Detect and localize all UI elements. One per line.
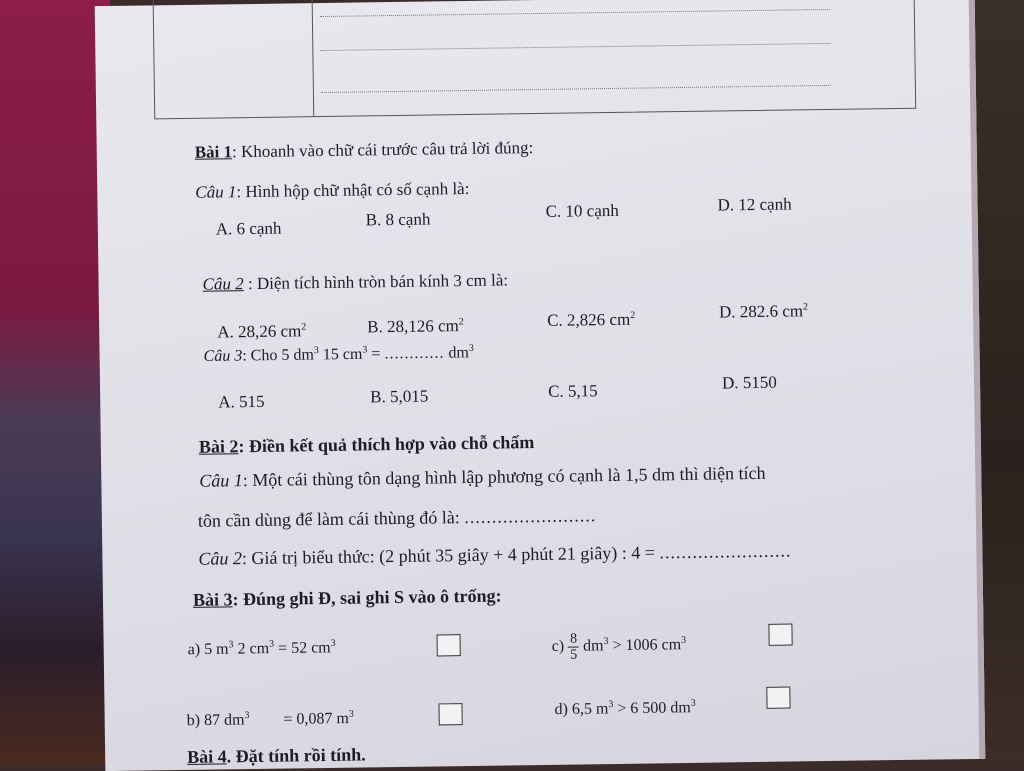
bai1-cau3-option-a[interactable]: A. 515 bbox=[218, 391, 265, 412]
bai1-cau2-option-d[interactable]: D. 282.6 $cm^2$ bbox=[718, 301, 809, 322]
question-text: : Một cái thùng tôn dạng hình lập phương có cạnh là 1,5 dm thì diện tích bbox=[242, 462, 766, 491]
cau-label: Câu 1 bbox=[195, 182, 237, 202]
question-text: : Diện tích hình tròn bán kính 3 cm là: bbox=[243, 270, 509, 294]
bai1-cau1-option-c[interactable]: C. 10 cạnh bbox=[545, 200, 619, 221]
bai1-cau3-option-b[interactable]: B. 5,015 bbox=[370, 386, 429, 407]
bai2-cau2 bbox=[198, 541, 791, 570]
bai1-cau2-option-c[interactable]: C. 2,826 $cm^2$ bbox=[547, 309, 636, 330]
bai1-cau3-option-d[interactable]: D. 5150 bbox=[721, 372, 777, 393]
header-box bbox=[153, 0, 917, 119]
header-box-divider bbox=[312, 0, 315, 116]
bai1-cau3-question: Câu 3: Cho 5 $dm^3$ 15 $cm^3$ = ............ $dm^3$ bbox=[203, 342, 474, 366]
cau-label: Câu 2 bbox=[202, 274, 244, 294]
bai1-cau2-option-b[interactable]: B. 28,126 $cm^2$ bbox=[367, 316, 464, 337]
bai3-title: Bài 3 bbox=[192, 589, 233, 610]
answer-blank[interactable]: ............ bbox=[384, 344, 445, 363]
bai3-heading bbox=[193, 586, 502, 611]
bai1-cau2-option-a[interactable]: A. 28,26 $cm^2$ bbox=[217, 321, 307, 342]
bai1-cau1-option-d[interactable]: D. 12 cạnh bbox=[717, 194, 792, 215]
bai1-title: Bài 1 bbox=[194, 142, 233, 162]
question-text: tôn cần dùng để làm cái thùng đó là: bbox=[197, 507, 465, 531]
bai1-cau2-question bbox=[202, 270, 508, 294]
bai1-cau1-option-b[interactable]: B. 8 cạnh bbox=[365, 209, 431, 230]
cau-label: Câu 3 bbox=[203, 347, 243, 366]
answer-checkbox-b[interactable] bbox=[438, 703, 462, 725]
header-dotted-line bbox=[321, 85, 831, 93]
cau-label: Câu 2 bbox=[198, 548, 243, 569]
bai2-heading bbox=[199, 432, 535, 458]
fraction: $\frac{8}{5}$ bbox=[569, 631, 578, 663]
worksheet-page bbox=[95, 0, 986, 771]
answer-blank[interactable]: ........................ bbox=[659, 540, 792, 563]
header-dotted-line bbox=[320, 43, 830, 51]
question-text: : Giá trị biểu thức: (2 phút 35 giây + 4 phút 21 giây) : 4 = bbox=[241, 542, 660, 569]
bai1-heading bbox=[195, 138, 534, 163]
answer-blank[interactable]: ........................ bbox=[464, 505, 597, 528]
question-text: : Hình hộp chữ nhật có số cạnh là: bbox=[236, 178, 470, 202]
bai4-instruction: . Đặt tính rồi tính. bbox=[226, 744, 366, 767]
cau-label: Câu 1 bbox=[199, 470, 243, 491]
bai3-item-a: a) 5 $m^3$ 2 $cm^3 = 52$ $cm^3$ bbox=[187, 637, 336, 659]
bai1-cau3-option-c[interactable]: C. 5,15 bbox=[547, 381, 598, 401]
bai3-item-d: d) 6,5 $m^3 > 6$ 500 $dm^3$ bbox=[554, 697, 696, 719]
answer-checkbox-c[interactable] bbox=[768, 623, 792, 645]
bai3-instruction: : Đúng ghi Đ, sai ghi S vào ô trống: bbox=[232, 585, 502, 610]
bai2-instruction: : Điền kết quả thích hợp vào chỗ chấm bbox=[238, 432, 535, 457]
bai4-title: Bài 4 bbox=[187, 746, 227, 767]
answer-checkbox-d[interactable] bbox=[766, 687, 790, 709]
bai3-item-b: b) 87 $dm^3 = 0,087$ $m^3$ bbox=[186, 708, 354, 730]
bai3-item-c: c) $\frac{8}{5}$ $dm^3 > 1006$ $cm^3$ bbox=[551, 631, 687, 663]
bai1-cau1-question bbox=[195, 179, 469, 203]
header-dotted-line bbox=[320, 9, 830, 17]
bai2-cau1-line2 bbox=[198, 505, 597, 532]
bai1-cau1-option-a[interactable]: A. 6 cạnh bbox=[215, 218, 282, 239]
bai1-instruction: : Khoanh vào chữ cái trước câu trả lời đúng: bbox=[231, 138, 534, 162]
bai2-title: Bài 2 bbox=[198, 436, 239, 457]
background-left bbox=[0, 0, 110, 765]
bai2-cau1-line1 bbox=[199, 463, 765, 492]
bai4-heading bbox=[187, 744, 366, 767]
answer-checkbox-a[interactable] bbox=[437, 634, 461, 656]
